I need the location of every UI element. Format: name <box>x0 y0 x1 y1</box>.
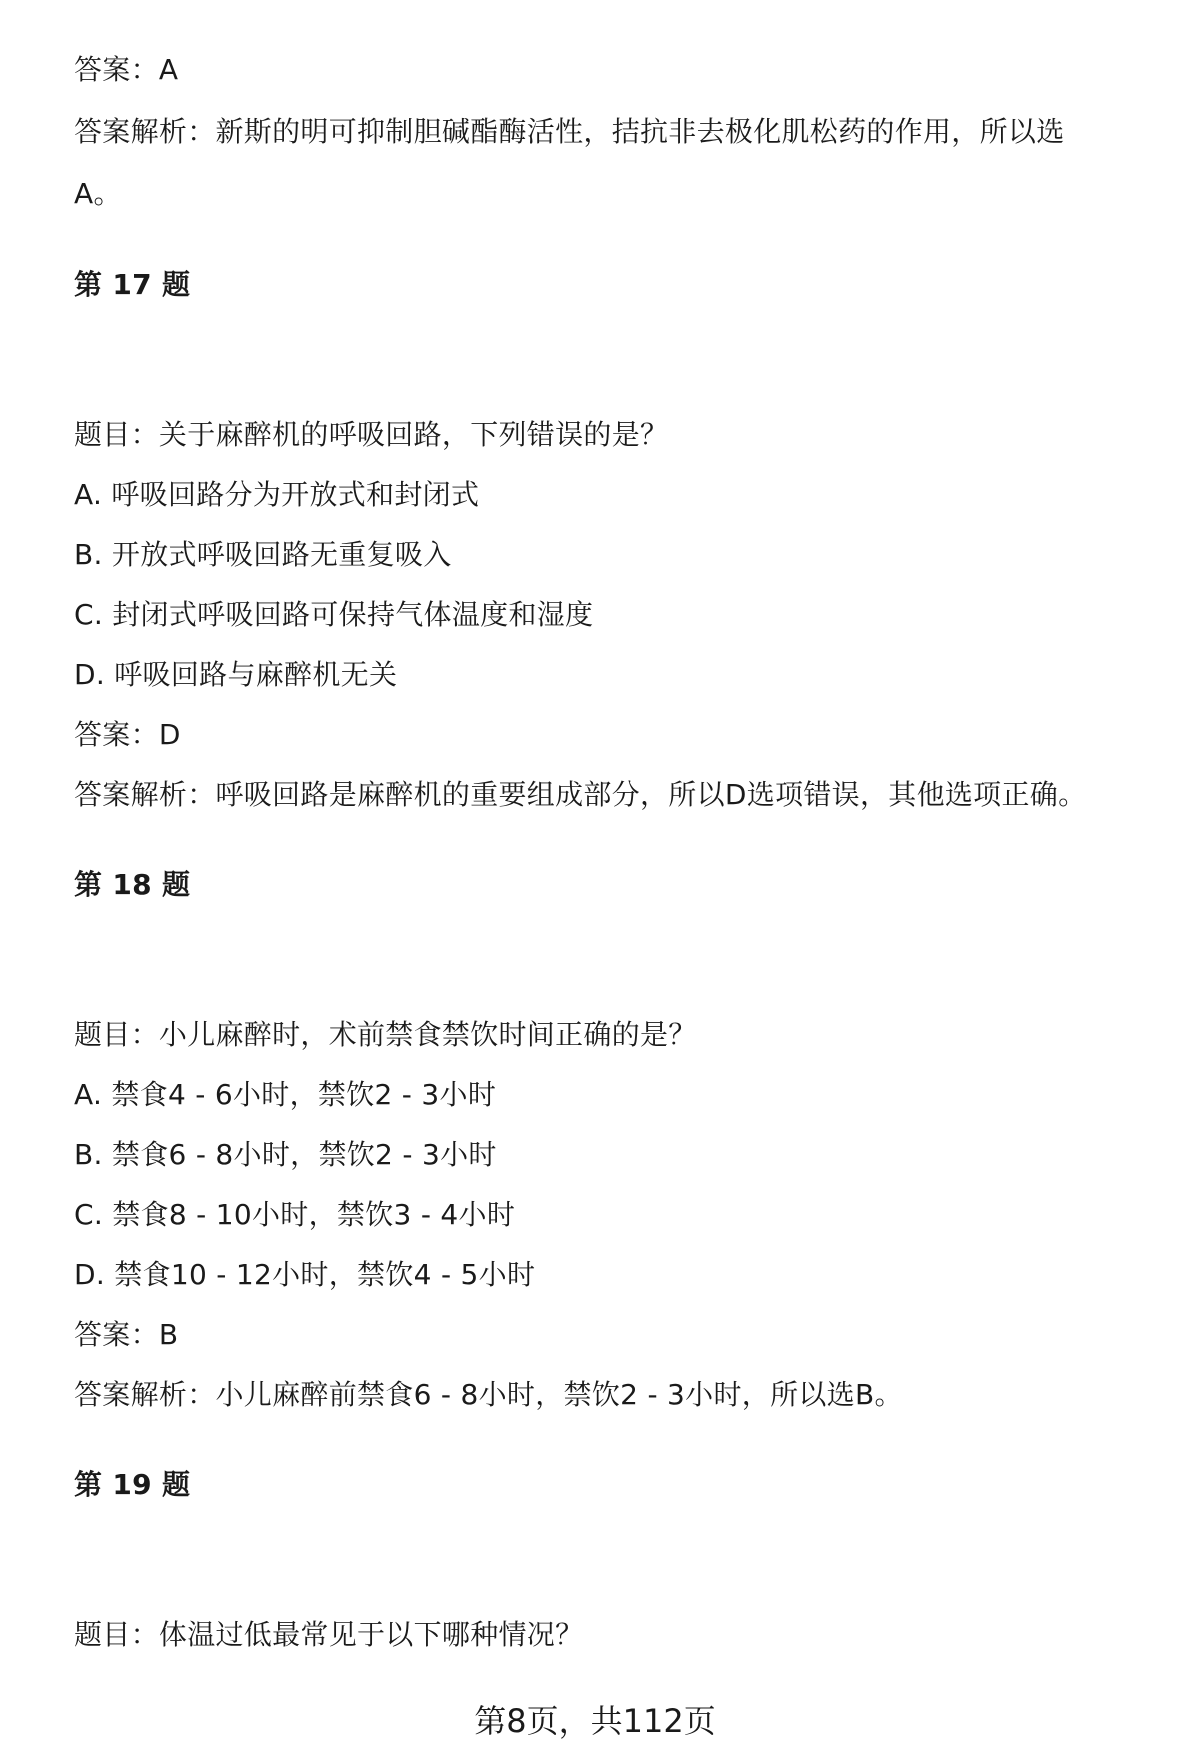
q19-question: 题目：体温过低最常见于以下哪种情况？ <box>74 1618 584 1651</box>
q17-option-d: D. 呼吸回路与麻醉机无关 <box>74 658 398 691</box>
q18-option-a: A. 禁食4 - 6小时，禁饮2 - 3小时 <box>74 1078 497 1111</box>
q17-heading: 第 17 题 <box>74 268 191 301</box>
q18-heading: 第 18 题 <box>74 868 191 901</box>
q19-heading: 第 19 题 <box>74 1468 191 1501</box>
page-number-footer: 第8页，共112页 <box>474 1702 716 1740</box>
q17-explanation: 答案解析：呼吸回路是麻醉机的重要组成部分，所以D选项错误，其他选项正确。 <box>74 778 1087 811</box>
q18-question: 题目：小儿麻醉时，术前禁食禁饮时间正确的是？ <box>74 1018 697 1051</box>
prev-explanation-line2: A。 <box>74 177 122 210</box>
q18-option-c: C. 禁食8 - 10小时，禁饮3 - 4小时 <box>74 1198 516 1231</box>
q18-option-b: B. 禁食6 - 8小时，禁饮2 - 3小时 <box>74 1138 497 1171</box>
q17-option-c: C. 封闭式呼吸回路可保持气体温度和湿度 <box>74 598 594 631</box>
prev-answer: 答案：A <box>74 53 179 86</box>
q17-answer: 答案：D <box>74 718 181 751</box>
prev-explanation-line1: 答案解析：新斯的明可抑制胆碱酯酶活性，拮抗非去极化肌松药的作用，所以选 <box>74 115 1065 148</box>
q18-answer: 答案：B <box>74 1318 179 1351</box>
q17-question: 题目：关于麻醉机的呼吸回路，下列错误的是？ <box>74 418 669 451</box>
q18-option-d: D. 禁食10 - 12小时，禁饮4 - 5小时 <box>74 1258 536 1291</box>
q17-option-a: A. 呼吸回路分为开放式和封闭式 <box>74 478 480 511</box>
q18-explanation: 答案解析：小儿麻醉前禁食6 - 8小时，禁饮2 - 3小时，所以选B。 <box>74 1378 903 1411</box>
q17-option-b: B. 开放式呼吸回路无重复吸入 <box>74 538 452 571</box>
